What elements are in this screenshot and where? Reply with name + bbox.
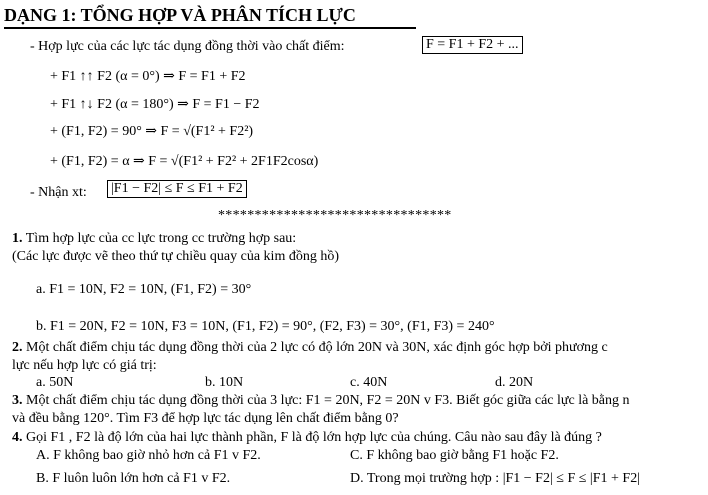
q4-option-c: C. F không bao giờ bằng F1 hoặc F2. — [350, 448, 559, 463]
case-opposite-direction: + F1 ↑↓ F2 (α = 180°) ⇒ F = F1 − F2 — [50, 97, 260, 112]
q3-stem-line1: 3. Một chất điểm chịu tác dụng đồng thời của 3 lực: F1 = 20N, F2 = 20N v F3. Biết góc giữa các lực là bằng n — [12, 393, 630, 408]
resultant-formula: F = F1 + F2 + ... — [422, 36, 523, 54]
q1-hint: (Các lực được vẽ theo thứ tự chiều quay của kim đồng hồ) — [12, 249, 339, 264]
note-formula: |F1 − F2| ≤ F ≤ F1 + F2 — [107, 180, 247, 198]
q2-option-a: a. 50N — [36, 375, 74, 390]
separator: ******************************** — [218, 208, 452, 223]
q4-option-b: B. F luôn luôn lớn hơn cả F1 v F2. — [36, 471, 231, 486]
q4-stem: 4. Gọi F1 , F2 là độ lớn của hai lực thành phần, F là độ lớn hợp lực của chúng. Câu nào sau đây là đúng ? — [12, 430, 602, 445]
q1-part-b: b. F1 = 20N, F2 = 10N, F3 = 10N, (F1, F2) = 90°, (F2, F3) = 30°, (F1, F3) = 240° — [36, 319, 495, 334]
case-same-direction: + F1 ↑↑ F2 (α = 0°) ⇒ F = F1 + F2 — [50, 69, 246, 84]
note-label: - Nhận xt: — [30, 185, 87, 200]
q2-stem-line1: 2. Một chất điểm chịu tác dụng đồng thời của 2 lực có độ lớn 20N và 30N, xác định góc hợp bởi phương c — [12, 340, 608, 355]
title-underline — [4, 27, 416, 29]
q1-part-a: a. F1 = 10N, F2 = 10N, (F1, F2) = 30° — [36, 282, 252, 297]
q2-option-b: b. 10N — [205, 375, 244, 390]
q4-option-d: D. Trong mọi trường hợp : |F1 − F2| ≤ F ≤ |F1 + F2| — [350, 471, 640, 486]
page-title: DẠNG 1: TỔNG HỢP VÀ PHÂN TÍCH LỰC — [4, 5, 356, 25]
intro-lead: - Hợp lực của các lực tác dụng đồng thời vào chất điểm: — [30, 39, 345, 54]
q3-stem-line2: và đều bằng 120°. Tìm F3 để hợp lực tác dụng lên chất điểm bằng 0? — [12, 411, 399, 426]
case-general-angle: + (F1, F2) = α ⇒ F = √(F1² + F2² + 2F1F2cosα) — [50, 154, 319, 169]
q1-stem-full: 1. Tìm hợp lực của cc lực trong cc trường hợp sau: — [12, 231, 297, 246]
q2-option-d: d. 20N — [495, 375, 534, 390]
q4-option-a: A. F không bao giờ nhỏ hơn cả F1 v F2. — [36, 448, 261, 463]
q2-option-c: c. 40N — [350, 375, 388, 390]
q2-stem-line2: lực nếu hợp lực có giá trị: — [12, 358, 157, 373]
case-perpendicular: + (F1, F2) = 90° ⇒ F = √(F1² + F2²) — [50, 124, 254, 139]
